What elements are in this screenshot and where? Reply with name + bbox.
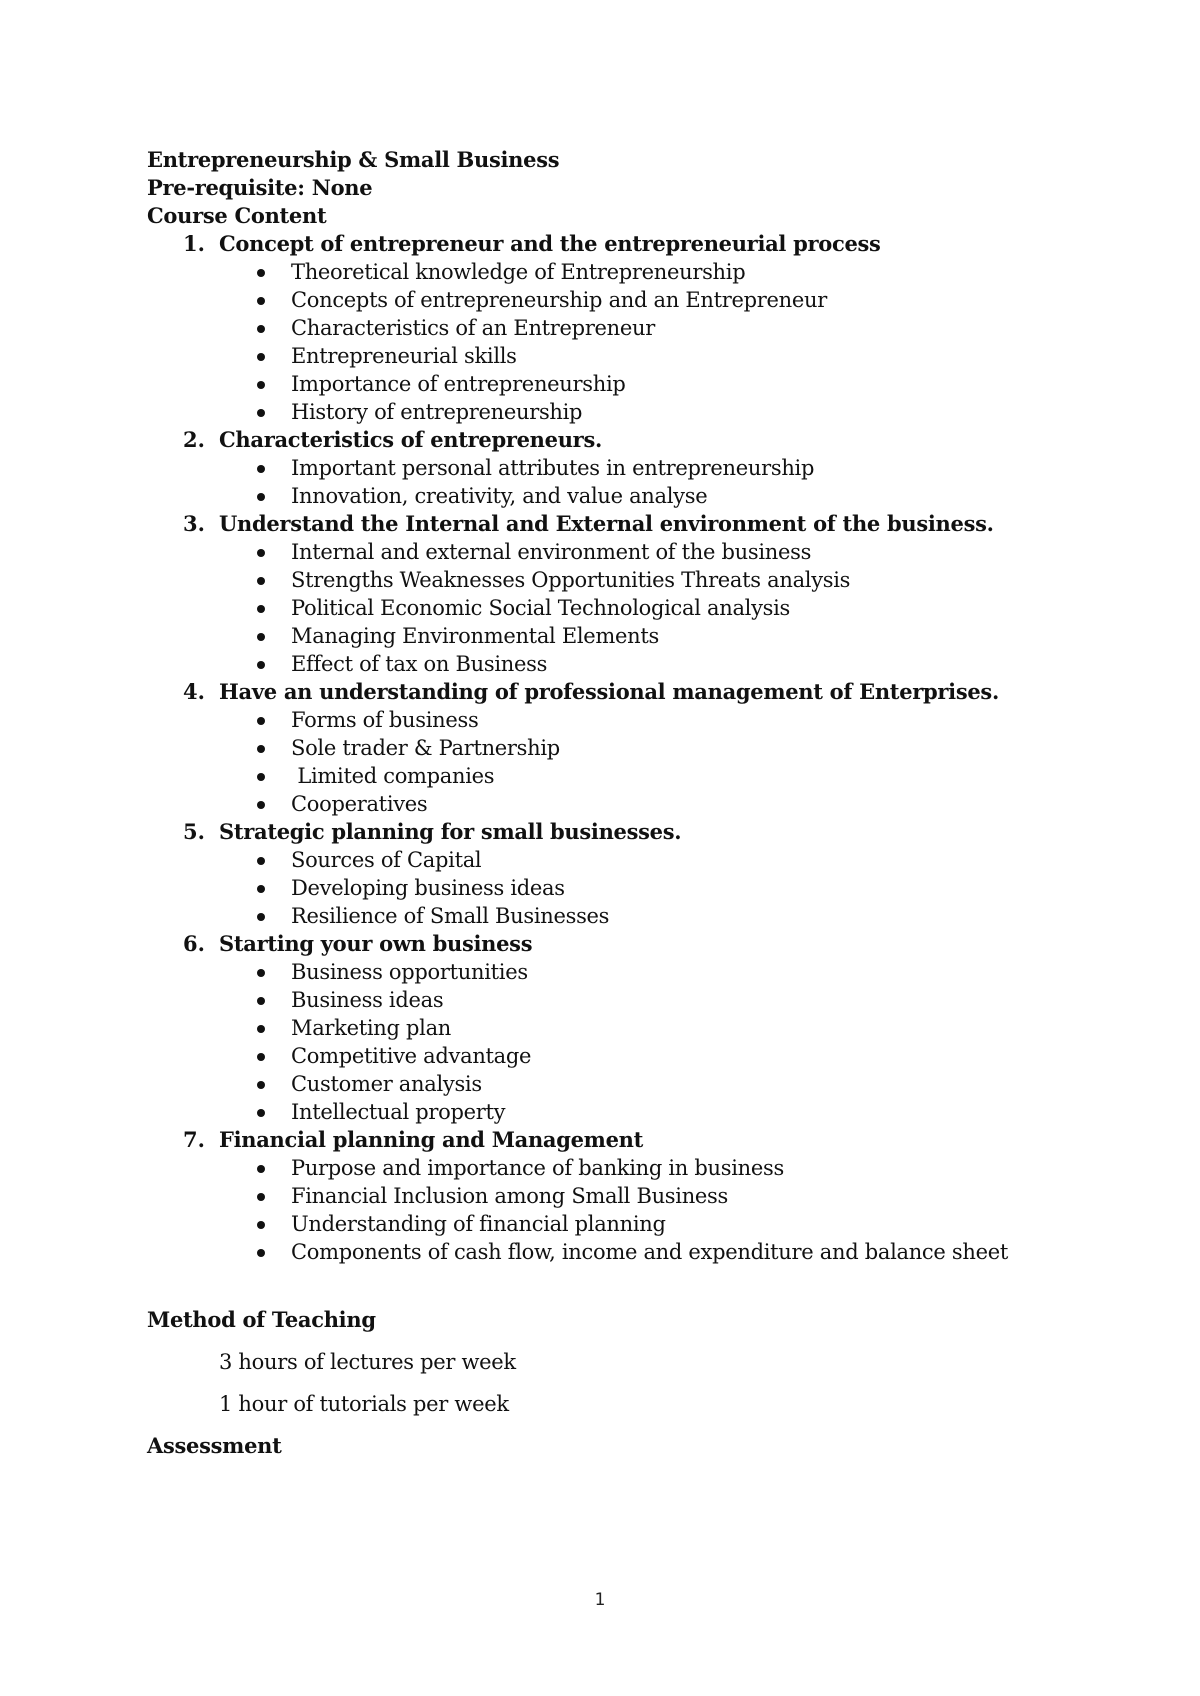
bullet-item	[147, 314, 1147, 342]
bullet-text: Business opportunities	[291, 960, 528, 984]
bullet-dot-icon	[257, 969, 265, 977]
bullet-dot-icon	[257, 353, 265, 361]
bullet-text: Limited companies	[291, 764, 495, 788]
bullet-text: Political Economic Social Technological analysis	[291, 596, 791, 620]
bullet-dot-icon	[257, 493, 265, 501]
bullet-dot-icon	[257, 997, 265, 1005]
document-body	[147, 146, 1147, 1460]
assessment-heading: Assessment	[147, 1433, 282, 1458]
section-number: 2.	[183, 427, 205, 452]
bullet-dot-icon	[257, 717, 265, 725]
bullet-text: Important personal attributes in entrepreneurship	[291, 456, 815, 480]
bullet-dot-icon	[257, 465, 265, 473]
bullet-text: Cooperatives	[291, 792, 428, 816]
bullet-item	[147, 1210, 1147, 1238]
bullet-dot-icon	[257, 885, 265, 893]
bullet-item	[147, 874, 1147, 902]
course-content-label: Course Content	[147, 203, 327, 228]
section-number: 6.	[183, 931, 205, 956]
bullet-text: Innovation, creativity, and value analyse	[291, 484, 708, 508]
bullet-item	[147, 258, 1147, 286]
bullet-item	[147, 1154, 1147, 1182]
bullet-dot-icon	[257, 633, 265, 641]
bullet-item	[147, 706, 1147, 734]
bullet-text: Theoretical knowledge of Entrepreneurship	[291, 260, 746, 284]
bullet-item	[147, 538, 1147, 566]
bullet-item	[147, 1098, 1147, 1126]
bullet-dot-icon	[257, 549, 265, 557]
bullet-item	[147, 398, 1147, 426]
bullet-item	[147, 370, 1147, 398]
section-heading: Characteristics of entrepreneurs.	[219, 427, 602, 452]
bullet-text: Purpose and importance of banking in business	[291, 1156, 784, 1180]
bullet-item	[147, 762, 1147, 790]
section-heading: Concept of entrepreneur and the entrepreneurial process	[219, 231, 881, 256]
bullet-dot-icon	[257, 269, 265, 277]
bullet-text: Characteristics of an Entrepreneur	[291, 316, 655, 340]
bullet-dot-icon	[257, 297, 265, 305]
section-number: 7.	[183, 1127, 205, 1152]
course-section	[147, 818, 1147, 846]
section-bullet-list	[147, 454, 1147, 510]
course-section	[147, 678, 1147, 706]
bullet-item	[147, 286, 1147, 314]
section-number: 1.	[183, 231, 205, 256]
bullet-text: Concepts of entrepreneurship and an Entrepreneur	[291, 288, 827, 312]
bullet-dot-icon	[257, 801, 265, 809]
bullet-text: Sole trader & Partnership	[291, 736, 560, 760]
bullet-text: Sources of Capital	[291, 848, 482, 872]
bullet-item	[147, 958, 1147, 986]
bullet-dot-icon	[257, 577, 265, 585]
bullet-dot-icon	[257, 409, 265, 417]
course-section	[147, 510, 1147, 538]
method-line: 1 hour of tutorials per week	[219, 1392, 509, 1416]
bullet-dot-icon	[257, 605, 265, 613]
course-section	[147, 230, 1147, 258]
bullet-dot-icon	[257, 913, 265, 921]
section-heading: Understand the Internal and External environment of the business.	[219, 511, 994, 536]
bullet-item	[147, 734, 1147, 762]
bullet-item	[147, 482, 1147, 510]
section-bullet-list	[147, 538, 1147, 678]
section-bullet-list	[147, 258, 1147, 426]
bullet-text: History of entrepreneurship	[291, 400, 583, 424]
bullet-item	[147, 1014, 1147, 1042]
bullet-dot-icon	[257, 745, 265, 753]
section-bullet-list	[147, 846, 1147, 930]
bullet-text: Marketing plan	[291, 1016, 452, 1040]
bullet-dot-icon	[257, 381, 265, 389]
bullet-text: Financial Inclusion among Small Business	[291, 1184, 729, 1208]
section-bullet-list	[147, 706, 1147, 818]
course-sections	[147, 230, 1147, 1266]
bullet-text: Importance of entrepreneurship	[291, 372, 626, 396]
section-number: 3.	[183, 511, 205, 536]
bullet-dot-icon	[257, 1053, 265, 1061]
page-number: 1	[594, 1590, 606, 1610]
bullet-dot-icon	[257, 661, 265, 669]
bullet-text: Managing Environmental Elements	[291, 624, 659, 648]
bullet-dot-icon	[257, 1193, 265, 1201]
section-heading: Have an understanding of professional management of Enterprises.	[219, 679, 999, 704]
bullet-dot-icon	[257, 1025, 265, 1033]
bullet-item	[147, 1042, 1147, 1070]
bullet-dot-icon	[257, 1109, 265, 1117]
bullet-text: Business ideas	[291, 988, 444, 1012]
bullet-dot-icon	[257, 1249, 265, 1257]
bullet-text: Forms of business	[291, 708, 479, 732]
bullet-text: Intellectual property	[291, 1100, 506, 1124]
section-number: 4.	[183, 679, 205, 704]
course-section	[147, 930, 1147, 958]
bullet-item	[147, 986, 1147, 1014]
bullet-item	[147, 650, 1147, 678]
section-bullet-list	[147, 1154, 1147, 1266]
bullet-item	[147, 1238, 1147, 1266]
bullet-item	[147, 790, 1147, 818]
section-heading: Starting your own business	[219, 931, 533, 956]
bullet-text: Understanding of financial planning	[291, 1212, 666, 1236]
bullet-text: Internal and external environment of the business	[291, 540, 812, 564]
spacer	[147, 1266, 1147, 1306]
section-number: 5.	[183, 819, 205, 844]
method-line: 3 hours of lectures per week	[219, 1350, 516, 1374]
bullet-dot-icon	[257, 1165, 265, 1173]
bullet-text: Effect of tax on Business	[291, 652, 548, 676]
method-heading: Method of Teaching	[147, 1307, 376, 1332]
course-section	[147, 1126, 1147, 1154]
bullet-text: Strengths Weaknesses Opportunities Threats analysis	[291, 568, 851, 592]
bullet-text: Competitive advantage	[291, 1044, 532, 1068]
section-bullet-list	[147, 958, 1147, 1126]
bullet-item	[147, 594, 1147, 622]
bullet-item	[147, 342, 1147, 370]
course-section	[147, 426, 1147, 454]
bullet-text: Components of cash flow, income and expenditure and balance sheet	[291, 1240, 1008, 1264]
bullet-item	[147, 902, 1147, 930]
bullet-item	[147, 1070, 1147, 1098]
bullet-item	[147, 566, 1147, 594]
bullet-text: Resilience of Small Businesses	[291, 904, 610, 928]
bullet-text: Developing business ideas	[291, 876, 565, 900]
bullet-item	[147, 622, 1147, 650]
bullet-text: Entrepreneurial skills	[291, 344, 517, 368]
section-heading: Financial planning and Management	[219, 1127, 644, 1152]
section-heading: Strategic planning for small businesses.	[219, 819, 682, 844]
bullet-dot-icon	[257, 1221, 265, 1229]
bullet-item	[147, 1182, 1147, 1210]
bullet-dot-icon	[257, 857, 265, 865]
bullet-dot-icon	[257, 773, 265, 781]
bullet-item	[147, 846, 1147, 874]
prerequisite: Pre-requisite: None	[147, 175, 373, 200]
course-title: Entrepreneurship & Small Business	[147, 147, 560, 172]
bullet-dot-icon	[257, 1081, 265, 1089]
bullet-text: Customer analysis	[291, 1072, 482, 1096]
bullet-dot-icon	[257, 325, 265, 333]
bullet-item	[147, 454, 1147, 482]
